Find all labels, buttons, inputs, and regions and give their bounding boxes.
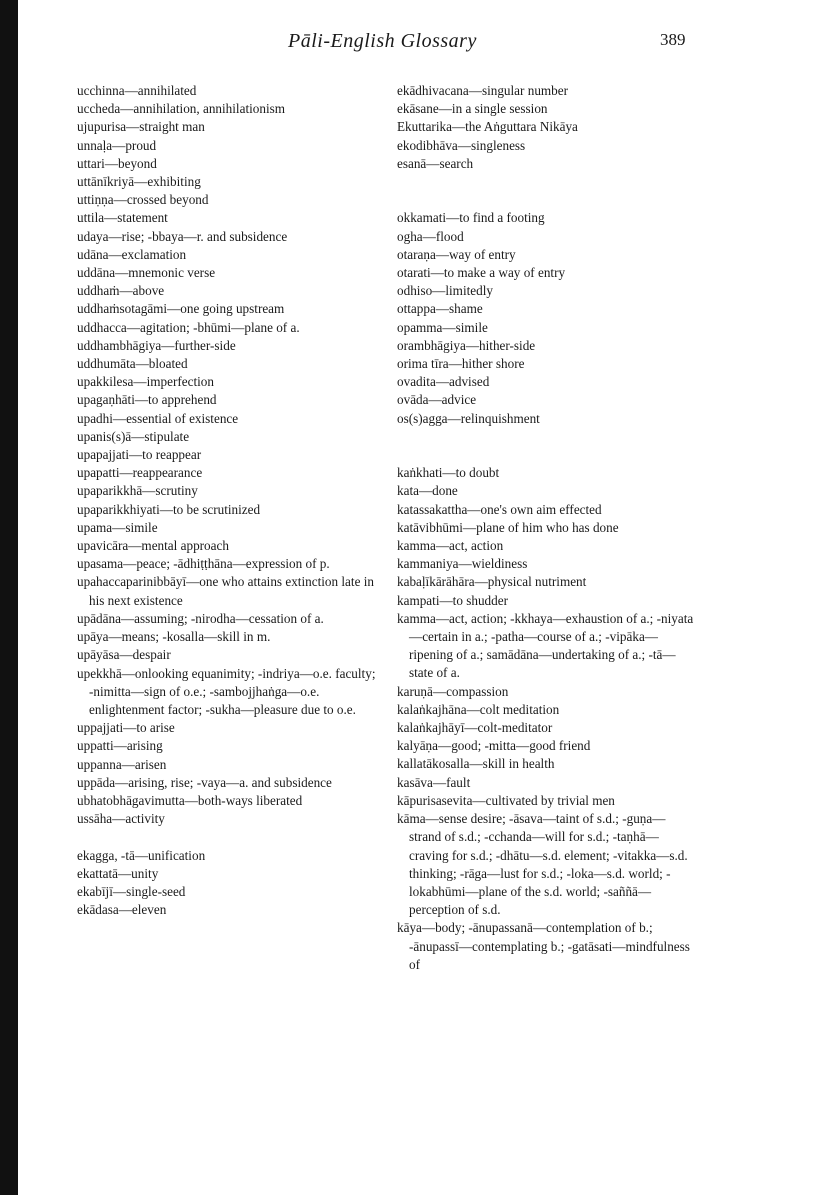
glossary-entry: ekagga, -tā—unification [77,847,206,863]
glossary-entry: unnaḷa—proud [77,137,157,153]
glossary-entry: upakkilesa—imperfection [77,374,214,390]
glossary-entry: ekattatā—unity [77,865,159,881]
glossary-entry: kasāva—fault [397,774,471,790]
glossary-entry: ovadita—advised [397,374,490,390]
glossary-entry: otarati—to make a way of entry [397,265,566,281]
glossary-entry: ucchinna—annihilated [77,83,197,98]
page-header [0,30,831,60]
glossary-entry: uddhambhāgiya—further-side [77,337,236,353]
glossary-entry: orambhāgiya—hither-side [397,337,536,353]
glossary-entry: ujupurisa—straight man [77,119,205,135]
glossary-entry: ubhatobhāgavimutta—both-ways liberated [77,792,303,808]
glossary-entry: ottappa—shame [397,301,483,317]
glossary-entry: orima tīra—hither shore [397,356,525,372]
glossary-entry: katassakattha—one's own aim effected [397,501,602,517]
glossary-entry: kalaṅkajhāyī—colt-meditator [397,720,553,736]
glossary-entry: upavicāra—mental approach [77,538,229,554]
glossary-entry: upama—simile [77,519,158,535]
glossary-entry: uttiṇṇa—crossed beyond [77,192,209,208]
glossary-entry: upadhi—essential of existence [77,410,239,426]
glossary-entry: uppatti—arising [77,738,163,754]
glossary-entry: kamma—act, action [397,538,504,554]
glossary-entry: ogha—flood [397,228,464,244]
glossary-entry: ekabījī—single-seed [77,883,186,899]
glossary-entry: ovāda—advice [397,392,477,408]
glossary-entry: upapajjati—to reappear [77,447,202,463]
glossary-entry: ekādasa—eleven [77,902,167,918]
glossary-entry: ussāha—activity [77,811,165,827]
glossary-entry: upaparikkhā—scrutiny [77,483,198,499]
glossary-entry: uddhaṁ—above [77,283,165,299]
glossary-entry: kalaṅkajhāna—colt meditation [397,701,560,717]
glossary-entry: os(s)agga—relinquishment [397,410,540,426]
glossary-entry: kallatākosalla—skill in health [397,756,555,772]
glossary-entry: ekodibhāva—singleness [397,137,526,153]
glossary-entry: kāpurisasevita—cultivated by trivial men [397,792,615,808]
glossary-entry: upāyāsa—despair [77,647,171,663]
glossary-entry: kāma—sense desire; -āsava—taint of s.d.; -guṇa—strand of s.d.; -cchanda—will for s.d.; -taṇhā—craving for s.d.; -dhātu—s.d. element; -vitakka—s.d. thinking; -rāga—lust for s.d.; -loka—s.d. world; -lokabhūmi—plane of the s.d. world; -saññā—perception of s.d. [397,811,688,918]
glossary-entry: kata—done [397,483,458,499]
glossary-entry: esanā—search [397,155,474,171]
glossary-entry: uccheda—annihilation, annihilationism [77,101,286,117]
glossary-entry: katāvibhūmi—plane of him who has done [397,519,619,535]
section-gap [397,428,697,464]
running-title: Pāli-English Glossary [288,30,477,52]
glossary-entry: uppanna—arisen [77,756,167,772]
glossary-entry: upaparikkhiyati—to be scrutinized [77,501,261,517]
glossary-entry: upapatti—reappearance [77,465,203,481]
glossary-entry: kalyāṇa—good; -mitta—good friend [397,738,591,754]
glossary-entry: upādāna—assuming; -nirodha—cessation of a. [77,610,324,626]
glossary-entry: kammaniya—wieldiness [397,556,528,572]
glossary-entry: kampati—to shudder [397,592,508,608]
scan-edge-bar [0,0,18,1195]
glossary-entry: otaraṇa—way of entry [397,246,516,262]
glossary-entry: upagaṇhāti—to apprehend [77,392,217,408]
glossary-entry: upāya—means; -kosalla—skill in m. [77,629,271,645]
glossary-entry: uddāna—mnemonic verse [77,265,216,281]
glossary-entry: karuṇā—compassion [397,683,509,699]
glossary-entry: upekkhā—onlooking equanimity; -indriya—o.e. faculty; -nimitta—sign of o.e.; -sambojjhaṅga—o.e. enlightenment factor; -sukha—pleasure due to o.e. [77,665,376,717]
glossary-entry: kāya—body; -ānupassanā—contemplation of b.; -ānupassī—contemplating b.; -gatāsati—mindfulness of [397,920,690,972]
glossary-entry: upanis(s)ā—stipulate [77,428,190,444]
glossary-entry: upahaccaparinibbāyī—one who attains extinction late in his next existence [77,574,374,608]
glossary-entry: odhiso—limitedly [397,283,493,299]
right-column [397,82,697,974]
glossary-entry: udāna—exclamation [77,246,187,262]
section-gap [77,828,377,846]
glossary-entry: ekāsane—in a single session [397,101,548,117]
glossary-entry: uddhaṁsotagāmi—one going upstream [77,301,285,317]
glossary-entry: uttānīkriyā—exhibiting [77,174,201,190]
glossary-entry: okkamati—to find a footing [397,210,545,226]
glossary-entry: udaya—rise; -bbaya—r. and subsidence [77,228,288,244]
glossary-entry: kabaḷīkārāhāra—physical nutriment [397,574,587,590]
glossary-entry: upasama—peace; -ādhiṭṭhāna—expression of p. [77,556,330,572]
glossary-entry: uttila—statement [77,210,168,226]
glossary-entry: uddhumāta—bloated [77,356,188,372]
glossary-entry: uddhacca—agitation; -bhūmi—plane of a. [77,319,300,335]
glossary-entry: uttari—beyond [77,155,157,171]
page-number: 389 [660,30,686,49]
section-gap [397,173,697,209]
glossary-entry: Ekuttarika—the Aṅguttara Nikāya [397,119,578,135]
left-column [77,82,377,919]
glossary-entry: ekādhivacana—singular number [397,83,569,98]
glossary-entry: uppāda—arising, rise; -vaya—a. and subsidence [77,774,332,790]
glossary-entry: opamma—simile [397,319,488,335]
glossary-entry: kamma—act, action; -kkhaya—exhaustion of a.; -niyata—certain in a.; -patha—course of a.; -vipāka—ripening of a.; samādāna—undertaking of a.; -tā—state of a. [397,610,694,681]
glossary-entry: kaṅkhati—to doubt [397,465,500,481]
glossary-entry: uppajjati—to arise [77,720,175,736]
